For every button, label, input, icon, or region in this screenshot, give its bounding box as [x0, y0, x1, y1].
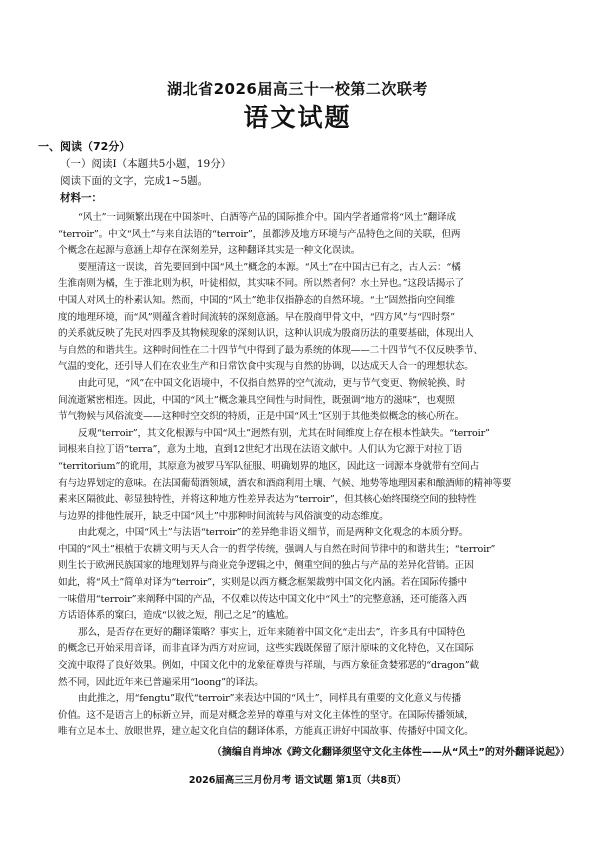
passage-line: 间流逝紧密相连。因此，中国的“风土”概念兼具空间性与时间性，既强调“地方的滋味”，也观照 — [58, 394, 455, 406]
passage-line: 节气物候与风俗流变——这种时空交织的特质，正是中国“风土”区别于其他类似概念的核心所在。 — [58, 411, 465, 423]
passage-line: 由此可见，“风”在中国文化语境中，不仅指自然界的空气流动，更与节气变更、物候轮换、时 — [78, 377, 466, 389]
material-label: 材料一： — [60, 192, 102, 204]
passage-line: 则生长于欧洲民族国家的地理划界与商业竞争逻辑之中，侧重空间的独占与产品的差异化营销。正因 — [58, 560, 474, 572]
passage-line: 如此，将“风土”简单对译为“terroir”，实则是以西方概念框架裁剪中国文化内涵。若在国际传播中 — [58, 577, 467, 589]
passage-line: 的关系就反映了先民对四季及其物候现象的深刻认识，这种认识成为殷商历法的重要基础，体现出人 — [58, 328, 474, 340]
passage-line: 度的地理环境，而“风”则蕴含着时间流转的深刻意涵。早在殷商甲骨文中，“四方风”与“四时祭” — [58, 311, 455, 323]
passage-line: 有与边界划定的意味。在法国葡萄酒领域，酒农和酒商利用土壤、气候、地势等地理因素和酿酒师的精神等要 — [58, 477, 512, 489]
passage-line: 中国的“风土”根植于农耕文明与天人合一的哲学传统，强调人与自然在时间节律中的和谐共生；“terroir” — [58, 543, 496, 555]
passage-line: 反观“terroir”，其文化根源与中国“风土”迥然有别，尤其在时间维度上存在根本性缺失。“terroir” — [78, 427, 490, 439]
passage-line: 唯有立足本土、放眼世界，建立起文化自信的翻译体系，方能真正讲好中国故事、传播好中国文化。 — [58, 726, 474, 738]
page-footer: 2026届高三三月份月考 语文试题 第1页（共8页） — [188, 775, 407, 786]
exam-subtitle: 语文试题 — [243, 103, 352, 132]
section-heading: 一、阅读（72分） — [38, 140, 131, 153]
source-citation: （摘编自肖坤冰《跨文化翻译须坚守文化主体性——从“风土”的对外翻译说起》） — [211, 747, 570, 758]
passage-line: 与边界的排他性展开，缺乏中国“风土”中那种时间流转与风俗演变的动态维度。 — [58, 510, 389, 522]
passage-line: 素来区隔彼此、彰显独特性，并将这种地方性差异表达为“terroir”，但其核心始终围绕空间的独特性 — [58, 494, 477, 506]
passage-line: 气温的变化，还引导人们在农业生产和日常饮食中实现与自然的协调，以达成天人合一的理想状态。 — [58, 361, 474, 373]
sub-section-heading: （一）阅读Ⅰ（本题共5小题，19分） — [60, 158, 232, 170]
passage-line: 由此推之，用“fengtu”取代“terroir”来表达中国的“风土”，同样具有重要的文化意义与传播 — [78, 693, 462, 705]
exam-title: 湖北省2026届高三十一校第二次联考 — [167, 80, 428, 98]
passage-line: 与自然的和谐共生。这种时间性在二十四节气中得到了最为系统的体现——二十四节气不仅反映季节、 — [58, 344, 483, 356]
passage-line: 个概念在起源与意涵上却存在深刻差异，这种翻译其实是一种文化误读。 — [58, 245, 361, 257]
passage-line: “风土”一词频繁出现在中国茶叶、白酒等产品的国际推介中。国内学者通常将“风土”翻译成 — [78, 212, 456, 223]
passage-line: 方话语体系的窠臼，造成“以彼之短，削己之足”的尴尬。 — [58, 610, 295, 622]
passage-line: 由此观之，中国“风土”与法语“terroir”的差异绝非语义细节，而是两种文化观念的本质分野。 — [78, 527, 469, 539]
passage-line: 中国人对风土的朴素认知。然而，中国的“风土”绝非仅指静态的自然环境。“土”固然指向空间维 — [58, 294, 455, 306]
passage-body — [58, 210, 570, 741]
passage-line: 交流中取得了良好效果。例如，中国文化中的龙象征尊贵与祥瑞，与西方象征贪婪邪恶的“dragon”截 — [58, 660, 479, 672]
instruction-text: 阅读下面的文字，完成1~5题。 — [60, 175, 209, 187]
passage-line: “territorium”的讹用，其原意为被罗马军队征服、明确划界的地区，因此这一词源本身就带有空间占 — [58, 460, 480, 472]
passage-line: 那么，是否存在更好的翻译策略？事实上，近年来随着中国文化“走出去”，许多具有中国特色 — [78, 626, 466, 638]
passage-line: 要厘清这一误读，首先要回到中国“风土”概念的本源。“风土”在中国古已有之，古人云：“橘 — [78, 261, 461, 273]
passage-line: 一味借用“terroir”来阐释中国的产品，不仅难以传达中国文化中“风土”的完整意涵，还可能落入西 — [58, 593, 467, 605]
passage-line: 价值。这不是语言上的标新立异，而是对概念差异的尊重与对文化主体性的坚守。在国际传播领域， — [58, 709, 474, 721]
passage-line: 生淮南则为橘，生于淮北则为枳，叶徒相似，其实味不同。所以然者何？水土异也。”这段话揭示了 — [58, 278, 465, 290]
passage-line: 词根来自拉丁语“terra”，意为土地，直到12世纪才出现在法语文献中。人们认为它源于对拉丁语 — [58, 444, 462, 456]
passage-line: 的概念已开始采用音译，而非直译为西方对应词，这些实践既保留了原汁原味的文化特色，又在国际 — [58, 643, 474, 655]
passage-line: “terroir”。中文“风土”与来自法语的“terroir”，虽都涉及地方环境与产品特色之间的关联，但两 — [58, 228, 461, 240]
passage-line: 然不同，因此近年来已普遍采用“loong”的译法。 — [58, 676, 264, 688]
